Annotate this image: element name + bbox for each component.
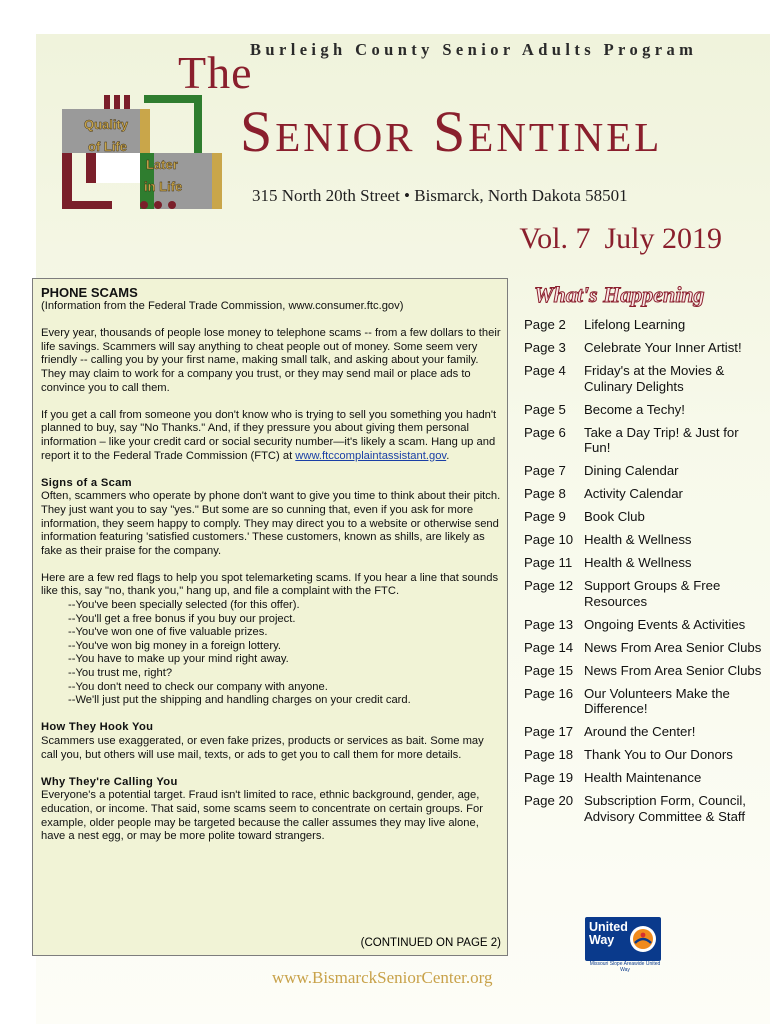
united-way-line2: Way bbox=[589, 933, 615, 947]
article-source: (Information from the Federal Trade Commission, www.consumer.ftc.gov) bbox=[41, 300, 404, 312]
article-paragraph-2: If you get a call from someone you don't know who is trying to sell you something you hadn't planned to buy, say "No Thanks." And, if they pressure you about giving them personal information – like your credit card or social security number—it's likely a scam. Hang up and report it to the Federal Trade Commission (FTC) at www.ftccomplaintassistant.gov. bbox=[41, 408, 497, 462]
table-of-contents bbox=[524, 317, 764, 832]
toc-title: Become a Techy! bbox=[584, 401, 685, 417]
toc-row bbox=[524, 724, 764, 740]
toc-row bbox=[524, 747, 764, 763]
continued-note: (CONTINUED ON PAGE 2) bbox=[360, 937, 501, 949]
article-paragraph-2-text: If you get a call from someone you don't know who is trying to sell you something you hadn't planned to buy, say "No Thanks." And, if they pressure you about giving them personal information – like your credit card or social security number—it's likely a scam. Hang up and report it to the Federal Trade Commission (FTC) at bbox=[41, 408, 497, 462]
volume-number: Vol. 7 bbox=[519, 222, 591, 255]
united-way-hand-icon bbox=[629, 925, 657, 953]
toc-page-number: Page 19 bbox=[524, 770, 574, 786]
toc-title: News From Area Senior Clubs bbox=[584, 639, 762, 655]
red-flag-item: --You have to make up your mind right away. bbox=[68, 653, 289, 666]
issue-date: July 2019 bbox=[604, 222, 722, 255]
toc-row bbox=[524, 793, 764, 824]
toc-title: Ongoing Events & Activities bbox=[584, 616, 746, 632]
toc-row bbox=[524, 317, 764, 333]
why-text: Everyone's a potential target. Fraud isn't limited to race, ethnic background, gender, age, education, or income. That said, some scams seem to concentrate on certain groups. For example, older people may be targeted because the caller assumes they may live alone, have a nest egg, or may be more polite toward strangers. bbox=[41, 789, 483, 843]
toc-page-number: Page 11 bbox=[524, 555, 573, 571]
toc-title: News From Area Senior Clubs bbox=[584, 662, 762, 678]
united-way-logo bbox=[585, 917, 661, 961]
toc-row bbox=[524, 640, 764, 656]
toc-page-number: Page 5 bbox=[524, 401, 566, 417]
toc-title: Support Groups & Free Resources bbox=[584, 578, 721, 609]
toc-page-number: Page 3 bbox=[524, 339, 566, 355]
red-flags-list bbox=[41, 599, 503, 708]
logo-text-in-life: in Life bbox=[144, 179, 183, 194]
signs-heading: Signs of a Scam bbox=[41, 476, 132, 489]
toc-title: Our Volunteers Make the Difference! bbox=[584, 685, 730, 717]
website-url[interactable]: www.BismarckSeniorCenter.org bbox=[272, 968, 493, 987]
toc-page-number: Page 4 bbox=[524, 362, 566, 378]
toc-row bbox=[524, 770, 764, 786]
toc-page-number: Page 13 bbox=[524, 616, 574, 632]
toc-title: Celebrate Your Inner Artist! bbox=[584, 339, 742, 355]
toc-row bbox=[524, 463, 764, 479]
toc-page-number: Page 14 bbox=[524, 639, 574, 655]
toc-page-number: Page 12 bbox=[524, 578, 574, 594]
whats-happening-title: What's Happening bbox=[534, 282, 705, 307]
united-way-line1: United bbox=[589, 920, 628, 934]
toc-row bbox=[524, 555, 764, 571]
red-flag-item: --You don't need to check our company with anyone. bbox=[68, 680, 328, 693]
toc-row bbox=[524, 509, 764, 525]
logo-graphic bbox=[62, 95, 222, 213]
toc-page-number: Page 7 bbox=[524, 463, 566, 479]
toc-page-number: Page 8 bbox=[524, 486, 566, 502]
toc-page-number: Page 17 bbox=[524, 724, 574, 740]
volume-date bbox=[519, 222, 722, 256]
toc-page-number: Page 9 bbox=[524, 509, 566, 525]
toc-page-number: Page 20 bbox=[524, 793, 574, 809]
title-the: The bbox=[178, 47, 253, 98]
hook-text: Scammers use exaggerated, or even fake prizes, products or services as bait. Some may call you, but others will use mail, texts, or ads to get you to call them for more details. bbox=[41, 735, 484, 761]
logo-text-of-life: of Life bbox=[88, 139, 127, 154]
article-paragraph-1: Every year, thousands of people lose money to telephone scams -- from a few dollars to their life savings. Scammers will say anything to cheat people out of money. Some seem very friendly -- calling you by your first name, making small talk, and asking about your family. They may claim to work for a company you trust, or they may send mail or place ads to convince you to call them. bbox=[41, 327, 501, 394]
toc-title: Take a Day Trip! & Just for Fun! bbox=[584, 424, 739, 456]
toc-page-number: Page 18 bbox=[524, 747, 574, 763]
signs-text: Often, scammers who operate by phone don't want to give you time to think about their pitch. They just want you to say "yes." But some are so cunning that, even if you ask for more information, they seem happy to comply. They may direct you to a website or otherwise send information featuring 'satisfied customers.' These customers, known as shills, are likely as fake as their praise for the company. bbox=[41, 490, 501, 557]
red-flag-item: --You've won one of five valuable prizes. bbox=[68, 626, 268, 639]
toc-title: Dining Calendar bbox=[584, 463, 679, 479]
toc-title: Lifelong Learning bbox=[584, 317, 686, 332]
red-flag-item: --We'll just put the shipping and handling charges on your credit card. bbox=[68, 694, 411, 707]
toc-title: Subscription Form, Council, Advisory Committee & Staff bbox=[584, 793, 746, 824]
toc-row bbox=[524, 363, 764, 394]
newsletter-title: Senior Sentinel bbox=[240, 99, 663, 164]
toc-page-number: Page 6 bbox=[524, 424, 566, 440]
toc-title: Health Maintenance bbox=[584, 770, 702, 786]
toc-row bbox=[524, 617, 764, 633]
toc-row bbox=[524, 425, 764, 456]
toc-page-number: Page 10 bbox=[524, 532, 574, 548]
quality-of-life-logo bbox=[62, 95, 222, 213]
toc-row bbox=[524, 686, 764, 717]
toc-row bbox=[524, 402, 764, 418]
phone-scams-article bbox=[32, 278, 508, 956]
toc-row bbox=[524, 578, 764, 609]
united-way-wordmark bbox=[589, 921, 628, 947]
toc-title: Activity Calendar bbox=[584, 486, 683, 502]
logo-text-later: Later bbox=[146, 157, 178, 172]
toc-page-number: Page 15 bbox=[524, 662, 574, 678]
toc-title: Book Club bbox=[584, 509, 645, 525]
hook-heading: How They Hook You bbox=[41, 721, 154, 734]
red-flag-item: --You trust me, right? bbox=[68, 667, 173, 680]
logo-text-quality: Quality bbox=[84, 117, 129, 132]
red-flag-item: --You've been specially selected (for this offer). bbox=[68, 599, 300, 612]
ftc-complaint-link[interactable]: www.ftccomplaintassistant.gov bbox=[295, 449, 447, 462]
toc-row bbox=[524, 532, 764, 548]
toc-page-number: Page 2 bbox=[524, 317, 566, 332]
article-headline: PHONE SCAMS bbox=[41, 285, 138, 300]
address: 315 North 20th Street • Bismarck, North Dakota 58501 bbox=[252, 186, 628, 205]
red-flag-item: --You'll get a free bonus if you buy our project. bbox=[68, 612, 296, 625]
program-name: Burleigh County Senior Adults Program bbox=[250, 40, 698, 59]
why-heading: Why They're Calling You bbox=[41, 775, 178, 788]
toc-page-number: Page 16 bbox=[524, 685, 574, 701]
red-flag-item: --You've won big money in a foreign lottery. bbox=[68, 639, 281, 652]
toc-title: Around the Center! bbox=[584, 724, 696, 740]
united-way-caption: Missouri Slope Areawide United Way bbox=[589, 961, 661, 973]
toc-title: Friday's at the Movies & Culinary Delights bbox=[584, 362, 725, 394]
flags-intro: Here are a few red flags to help you spot telemarketing scams. If you hear a line that sounds like this, say "no, thank you," hang up, and file a complaint with the FTC. bbox=[41, 571, 499, 598]
toc-title: Thank You to Our Donors bbox=[584, 747, 733, 763]
toc-row bbox=[524, 486, 764, 502]
toc-row bbox=[524, 663, 764, 679]
toc-row bbox=[524, 340, 764, 356]
toc-title: Health & Wellness bbox=[584, 532, 692, 548]
toc-title: Health & Wellness bbox=[584, 555, 692, 571]
